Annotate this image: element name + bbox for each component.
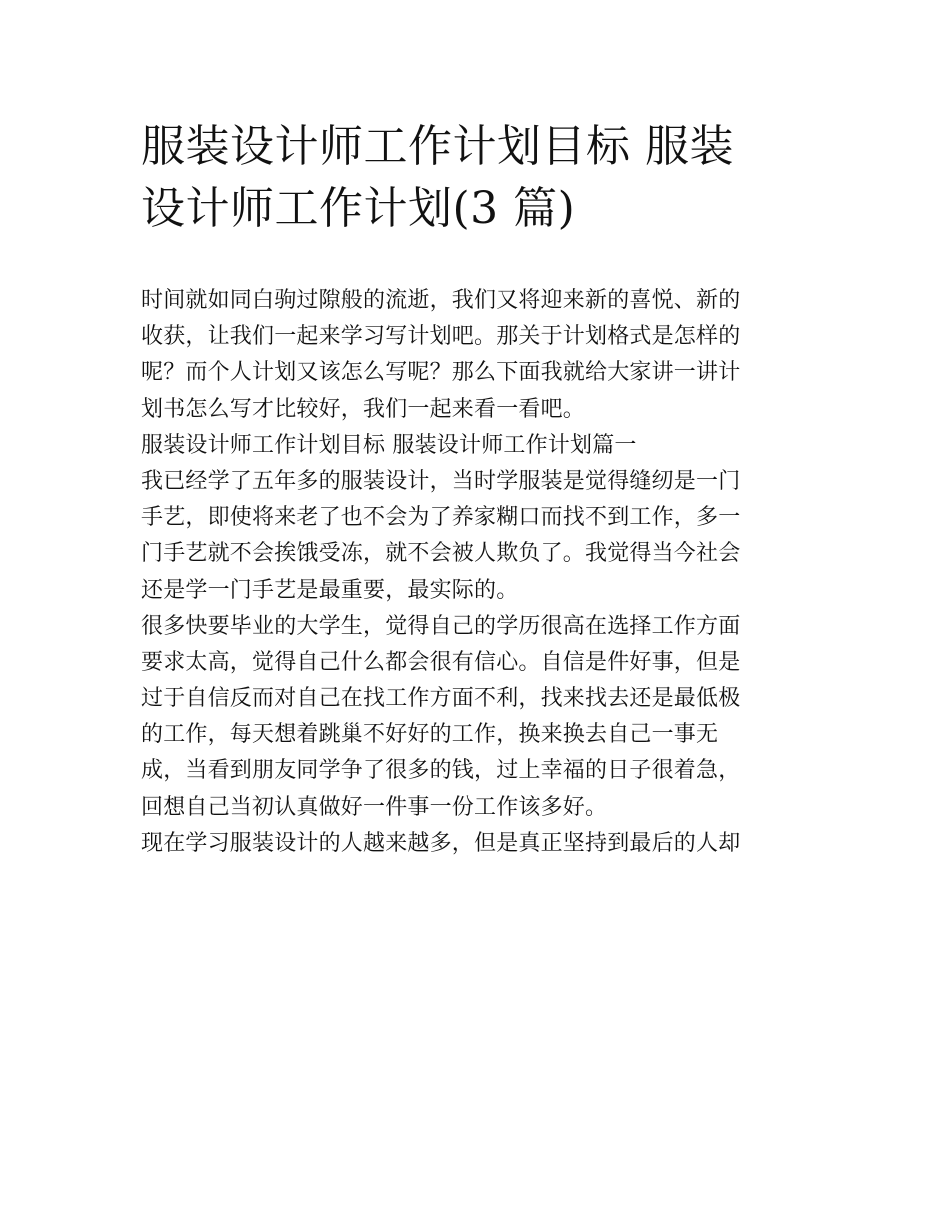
body-line: 收获，让我们一起来学习写计划吧。那关于计划格式是怎样的: [141, 324, 741, 350]
body-line: 要求太高，觉得自己什么都会很有信心。自信是件好事，但是: [141, 649, 741, 675]
body-line: 呢？而个人计划又该怎么写呢？那么下面我就给大家讲一讲计: [141, 360, 741, 386]
body-line: 划书怎么写才比较好，我们一起来看一看吧。: [141, 396, 586, 422]
body-line: 手艺，即使将来老了也不会为了养家糊口而找不到工作，多一: [141, 505, 741, 531]
body-line: 时间就如同白驹过隙般的流逝，我们又将迎来新的喜悦、新的: [141, 288, 741, 313]
body-line: 回想自己当初认真做好一件事一份工作该多好。: [141, 794, 608, 820]
body-line: 成，当看到朋友同学争了很多的钱，过上幸福的日子很着急，: [141, 758, 741, 784]
body-line: 还是学一门手艺是最重要，最实际的。: [141, 577, 519, 603]
section-heading: 服装设计师工作计划目标 服装设计师工作计划篇一: [141, 432, 637, 458]
body-line: 我已经学了五年多的服装设计，当时学服装是觉得缝纫是一门: [141, 468, 741, 494]
body-line: 的工作，每天想着跳巢不好好的工作，换来换去自己一事无: [141, 722, 719, 748]
body-line: 现在学习服装设计的人越来越多，但是真正坚持到最后的人却: [141, 830, 741, 856]
title-line-1: 服装设计师工作计划目标 服装: [141, 121, 734, 172]
document-title: [141, 116, 813, 240]
body-line: 过于自信反而对自己在找工作方面不利，找来找去还是最低极: [141, 686, 741, 712]
body-line: 门手艺就不会挨饿受冻，就不会被人欺负了。我觉得当今社会: [141, 541, 741, 567]
document-body: [141, 283, 813, 862]
title-line-2: 设计师工作计划(3 篇): [141, 183, 576, 234]
body-line: 很多快要毕业的大学生，觉得自己的学历很高在选择工作方面: [141, 613, 741, 639]
